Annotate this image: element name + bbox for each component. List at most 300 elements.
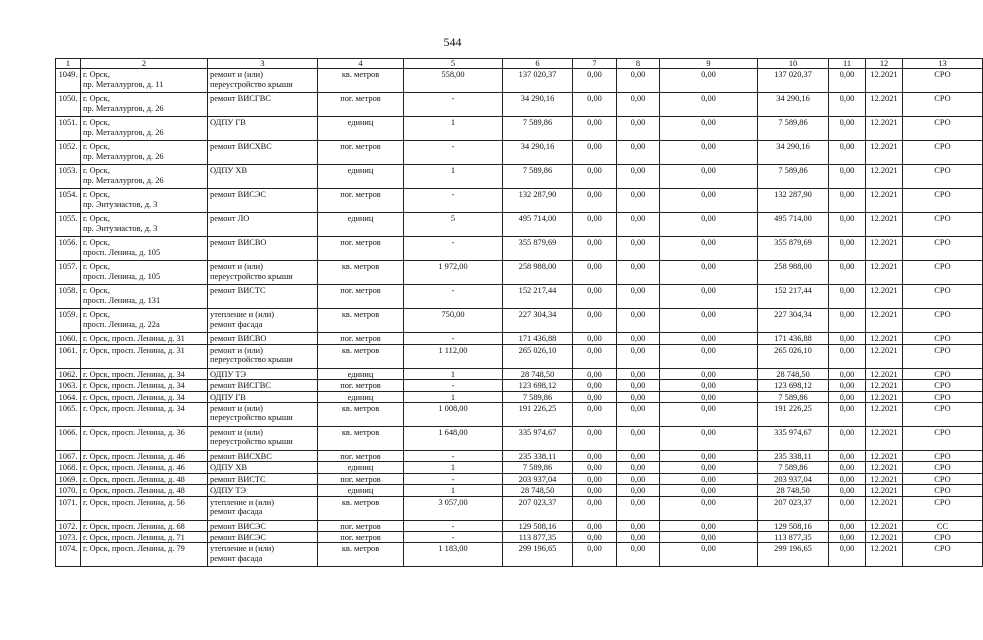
cost-cell: 0,00 <box>573 93 617 117</box>
cost-cell: 207 023,37 <box>758 496 829 520</box>
cost-cell: 7 589,86 <box>758 117 829 141</box>
address-cell: г. Орск, просп. Ленина, д. 34 <box>81 391 208 402</box>
cost-cell: 0,00 <box>829 462 866 473</box>
cost-cell: 0,00 <box>829 141 866 165</box>
row-number: 1058. <box>56 285 81 309</box>
cost-cell: 0,00 <box>829 427 866 451</box>
cost-cell: 0,00 <box>829 117 866 141</box>
cost-cell: 0,00 <box>573 165 617 189</box>
table-row <box>56 93 983 117</box>
row-number: 1065. <box>56 403 81 427</box>
unit-cell: пог. метров <box>318 93 404 117</box>
cost-cell: 0,00 <box>829 403 866 427</box>
total-cost-cell: 355 879,69 <box>503 237 573 261</box>
cost-cell: 0,00 <box>660 309 758 333</box>
completion-date-cell: 12.2021 <box>866 520 903 531</box>
address-cell: г. Орск, просп. Ленина, д. 34 <box>81 380 208 391</box>
funding-source-cell: СРО <box>903 165 983 189</box>
cost-cell: 0,00 <box>617 496 660 520</box>
cost-cell: 28 748,50 <box>758 368 829 379</box>
row-number: 1073. <box>56 532 81 543</box>
cost-cell: 0,00 <box>617 520 660 531</box>
address-cell: г. Орск, просп. Ленина, д. 68 <box>81 520 208 531</box>
column-header: 13 <box>903 59 983 69</box>
table-row <box>56 462 983 473</box>
cost-cell: 0,00 <box>573 427 617 451</box>
cost-cell: 0,00 <box>573 532 617 543</box>
cost-cell: 0,00 <box>829 485 866 496</box>
funding-source-cell: СРО <box>903 380 983 391</box>
funding-source-cell: СРО <box>903 496 983 520</box>
table-row <box>56 473 983 484</box>
cost-cell: 0,00 <box>660 462 758 473</box>
completion-date-cell: 12.2021 <box>866 368 903 379</box>
cost-cell: 0,00 <box>829 213 866 237</box>
total-cost-cell: 152 217,44 <box>503 285 573 309</box>
quantity-cell: 5 <box>404 213 503 237</box>
cost-cell: 0,00 <box>660 532 758 543</box>
total-cost-cell: 258 988,00 <box>503 261 573 285</box>
cost-cell: 495 714,00 <box>758 213 829 237</box>
address-cell: г. Орск, просп. Ленина, д. 34 <box>81 403 208 427</box>
column-header: 11 <box>829 59 866 69</box>
unit-cell: пог. метров <box>318 380 404 391</box>
cost-cell: 355 879,69 <box>758 237 829 261</box>
funding-source-cell: СРО <box>903 543 983 567</box>
completion-date-cell: 12.2021 <box>866 496 903 520</box>
cost-cell: 0,00 <box>660 165 758 189</box>
table-row <box>56 213 983 237</box>
column-header: 3 <box>208 59 318 69</box>
total-cost-cell: 235 338,11 <box>503 451 573 462</box>
row-number: 1066. <box>56 427 81 451</box>
total-cost-cell: 191 226,25 <box>503 403 573 427</box>
address-cell: г. Орск, пр. Металлургов, д. 26 <box>81 117 208 141</box>
cost-cell: 0,00 <box>829 285 866 309</box>
cost-cell: 0,00 <box>617 261 660 285</box>
completion-date-cell: 12.2021 <box>866 473 903 484</box>
cost-cell: 0,00 <box>829 69 866 93</box>
row-number: 1052. <box>56 141 81 165</box>
cost-cell: 258 988,00 <box>758 261 829 285</box>
completion-date-cell: 12.2021 <box>866 285 903 309</box>
row-number: 1060. <box>56 333 81 344</box>
row-number: 1074. <box>56 543 81 567</box>
unit-cell: единиц <box>318 117 404 141</box>
cost-cell: 0,00 <box>660 117 758 141</box>
cost-cell: 0,00 <box>829 496 866 520</box>
cost-cell: 0,00 <box>573 451 617 462</box>
table-row <box>56 391 983 402</box>
row-number: 1051. <box>56 117 81 141</box>
quantity-cell: 558,00 <box>404 69 503 93</box>
total-cost-cell: 34 290,16 <box>503 141 573 165</box>
address-cell: г. Орск, просп. Ленина, д. 48 <box>81 473 208 484</box>
address-cell: г. Орск, пр. Металлургов, д. 26 <box>81 93 208 117</box>
completion-date-cell: 12.2021 <box>866 403 903 427</box>
funding-source-cell: СРО <box>903 333 983 344</box>
cost-cell: 0,00 <box>617 285 660 309</box>
work-type-cell: ОДПУ ХВ <box>208 462 318 473</box>
table-row <box>56 451 983 462</box>
cost-cell: 0,00 <box>617 344 660 368</box>
row-number: 1053. <box>56 165 81 189</box>
funding-source-cell: СРО <box>903 451 983 462</box>
quantity-cell: 1 972,00 <box>404 261 503 285</box>
total-cost-cell: 28 748,50 <box>503 485 573 496</box>
work-type-cell: ремонт и (или) переустройство крыши <box>208 344 318 368</box>
address-cell: г. Орск, пр. Энтузиастов, д. 3 <box>81 189 208 213</box>
completion-date-cell: 12.2021 <box>866 309 903 333</box>
cost-cell: 0,00 <box>617 391 660 402</box>
total-cost-cell: 7 589,86 <box>503 462 573 473</box>
cost-cell: 0,00 <box>617 141 660 165</box>
cost-cell: 0,00 <box>573 69 617 93</box>
work-type-cell: ремонт ВИСВО <box>208 333 318 344</box>
row-number: 1055. <box>56 213 81 237</box>
address-cell: г. Орск, просп. Ленина, д. 79 <box>81 543 208 567</box>
table-row <box>56 520 983 531</box>
cost-cell: 0,00 <box>660 213 758 237</box>
cost-cell: 0,00 <box>617 451 660 462</box>
table-row <box>56 117 983 141</box>
quantity-cell: - <box>404 520 503 531</box>
unit-cell: кв. метров <box>318 403 404 427</box>
quantity-cell: 1 <box>404 485 503 496</box>
unit-cell: кв. метров <box>318 309 404 333</box>
total-cost-cell: 34 290,16 <box>503 93 573 117</box>
cost-cell: 0,00 <box>573 391 617 402</box>
funding-source-cell: СРО <box>903 117 983 141</box>
funding-source-cell: СРО <box>903 309 983 333</box>
work-type-cell: утепление и (или) ремонт фасада <box>208 309 318 333</box>
cost-cell: 0,00 <box>617 333 660 344</box>
funding-source-cell: СРО <box>903 93 983 117</box>
cost-cell: 0,00 <box>660 391 758 402</box>
cost-cell: 0,00 <box>829 165 866 189</box>
row-number: 1049. <box>56 69 81 93</box>
total-cost-cell: 265 026,10 <box>503 344 573 368</box>
cost-cell: 0,00 <box>660 285 758 309</box>
quantity-cell: 3 057,00 <box>404 496 503 520</box>
address-cell: г. Орск, просп. Ленина, д. 46 <box>81 462 208 473</box>
quantity-cell: 1 648,00 <box>404 427 503 451</box>
row-number: 1050. <box>56 93 81 117</box>
column-header: 2 <box>81 59 208 69</box>
cost-cell: 0,00 <box>660 189 758 213</box>
funding-source-cell: СРО <box>903 141 983 165</box>
work-type-cell: ремонт ВИСЭС <box>208 189 318 213</box>
table-row <box>56 427 983 451</box>
quantity-cell: 1 183,00 <box>404 543 503 567</box>
quantity-cell: - <box>404 189 503 213</box>
work-type-cell: ремонт ВИСГВС <box>208 380 318 391</box>
quantity-cell: - <box>404 93 503 117</box>
cost-cell: 0,00 <box>617 93 660 117</box>
table-row <box>56 403 983 427</box>
unit-cell: единиц <box>318 368 404 379</box>
table-row <box>56 237 983 261</box>
work-type-cell: ремонт ВИСХВС <box>208 451 318 462</box>
table-body <box>56 59 983 567</box>
row-number: 1059. <box>56 309 81 333</box>
cost-cell: 0,00 <box>829 473 866 484</box>
funding-source-cell: СРО <box>903 69 983 93</box>
cost-cell: 7 589,86 <box>758 462 829 473</box>
work-type-cell: ремонт ВИСВО <box>208 237 318 261</box>
unit-cell: единиц <box>318 462 404 473</box>
work-type-cell: ремонт и (или) переустройство крыши <box>208 69 318 93</box>
cost-cell: 171 436,88 <box>758 333 829 344</box>
funding-source-cell: СРО <box>903 368 983 379</box>
row-number: 1056. <box>56 237 81 261</box>
cost-cell: 0,00 <box>617 189 660 213</box>
quantity-cell: - <box>404 451 503 462</box>
funding-source-cell: СРО <box>903 285 983 309</box>
table-row <box>56 344 983 368</box>
row-number: 1072. <box>56 520 81 531</box>
cost-cell: 0,00 <box>617 485 660 496</box>
total-cost-cell: 207 023,37 <box>503 496 573 520</box>
table-row <box>56 485 983 496</box>
total-cost-cell: 113 877,35 <box>503 532 573 543</box>
address-cell: г. Орск, просп. Ленина, д. 71 <box>81 532 208 543</box>
cost-cell: 0,00 <box>829 391 866 402</box>
unit-cell: кв. метров <box>318 344 404 368</box>
work-type-cell: ремонт ЛО <box>208 213 318 237</box>
funding-source-cell: СС <box>903 520 983 531</box>
row-number: 1069. <box>56 473 81 484</box>
cost-cell: 0,00 <box>573 189 617 213</box>
completion-date-cell: 12.2021 <box>866 141 903 165</box>
funding-source-cell: СРО <box>903 261 983 285</box>
address-cell: г. Орск, пр. Металлургов, д. 11 <box>81 69 208 93</box>
cost-cell: 0,00 <box>660 496 758 520</box>
work-type-cell: ремонт ВИСТС <box>208 473 318 484</box>
funding-source-cell: СРО <box>903 532 983 543</box>
cost-cell: 0,00 <box>573 543 617 567</box>
cost-cell: 0,00 <box>660 69 758 93</box>
row-number: 1070. <box>56 485 81 496</box>
page-number: 544 <box>443 35 462 49</box>
completion-date-cell: 12.2021 <box>866 543 903 567</box>
completion-date-cell: 12.2021 <box>866 261 903 285</box>
address-cell: г. Орск, пр. Металлургов, д. 26 <box>81 141 208 165</box>
funding-source-cell: СРО <box>903 189 983 213</box>
table-row <box>56 165 983 189</box>
quantity-cell: - <box>404 285 503 309</box>
cost-cell: 0,00 <box>617 213 660 237</box>
work-type-cell: ОДПУ ТЭ <box>208 368 318 379</box>
work-type-cell: ОДПУ ТЭ <box>208 485 318 496</box>
cost-cell: 0,00 <box>573 285 617 309</box>
cost-cell: 0,00 <box>617 462 660 473</box>
completion-date-cell: 12.2021 <box>866 189 903 213</box>
unit-cell: пог. метров <box>318 451 404 462</box>
unit-cell: пог. метров <box>318 237 404 261</box>
row-number: 1061. <box>56 344 81 368</box>
cost-cell: 0,00 <box>573 485 617 496</box>
cost-cell: 0,00 <box>829 368 866 379</box>
cost-cell: 137 020,37 <box>758 69 829 93</box>
cost-cell: 235 338,11 <box>758 451 829 462</box>
total-cost-cell: 203 937,04 <box>503 473 573 484</box>
funding-source-cell: СРО <box>903 462 983 473</box>
cost-cell: 0,00 <box>660 543 758 567</box>
column-header: 9 <box>660 59 758 69</box>
cost-cell: 34 290,16 <box>758 93 829 117</box>
work-type-cell: ремонт ВИСГВС <box>208 93 318 117</box>
total-cost-cell: 335 974,67 <box>503 427 573 451</box>
row-number: 1054. <box>56 189 81 213</box>
cost-cell: 0,00 <box>660 344 758 368</box>
funding-source-cell: СРО <box>903 237 983 261</box>
table-row <box>56 141 983 165</box>
work-type-cell: ремонт ВИСЭС <box>208 532 318 543</box>
cost-cell: 0,00 <box>660 237 758 261</box>
cost-cell: 0,00 <box>660 93 758 117</box>
address-cell: г. Орск, просп. Ленина, д. 105 <box>81 261 208 285</box>
work-type-cell: ОДПУ ХВ <box>208 165 318 189</box>
total-cost-cell: 28 748,50 <box>503 368 573 379</box>
cost-cell: 132 287,90 <box>758 189 829 213</box>
total-cost-cell: 132 287,90 <box>503 189 573 213</box>
cost-cell: 0,00 <box>617 165 660 189</box>
cost-cell: 0,00 <box>617 309 660 333</box>
cost-cell: 299 196,65 <box>758 543 829 567</box>
address-cell: г. Орск, просп. Ленина, д. 48 <box>81 485 208 496</box>
column-header-row <box>56 59 983 69</box>
cost-cell: 335 974,67 <box>758 427 829 451</box>
cost-cell: 203 937,04 <box>758 473 829 484</box>
work-type-cell: утепление и (или) ремонт фасада <box>208 543 318 567</box>
row-number: 1068. <box>56 462 81 473</box>
cost-cell: 113 877,35 <box>758 532 829 543</box>
cost-cell: 0,00 <box>617 473 660 484</box>
cost-cell: 0,00 <box>660 368 758 379</box>
work-type-cell: ремонт и (или) переустройство крыши <box>208 403 318 427</box>
cost-cell: 0,00 <box>829 333 866 344</box>
cost-cell: 0,00 <box>573 141 617 165</box>
unit-cell: кв. метров <box>318 543 404 567</box>
funding-source-cell: СРО <box>903 427 983 451</box>
cost-cell: 0,00 <box>573 117 617 141</box>
unit-cell: пог. метров <box>318 285 404 309</box>
cost-cell: 0,00 <box>573 380 617 391</box>
address-cell: г. Орск, просп. Ленина, д. 31 <box>81 333 208 344</box>
cost-cell: 0,00 <box>617 532 660 543</box>
unit-cell: пог. метров <box>318 520 404 531</box>
cost-cell: 0,00 <box>660 473 758 484</box>
column-header: 8 <box>617 59 660 69</box>
quantity-cell: 1 112,00 <box>404 344 503 368</box>
address-cell: г. Орск, просп. Ленина, д. 34 <box>81 368 208 379</box>
cost-cell: 0,00 <box>617 380 660 391</box>
work-type-cell: ОДПУ ГВ <box>208 117 318 141</box>
unit-cell: пог. метров <box>318 532 404 543</box>
unit-cell: кв. метров <box>318 427 404 451</box>
table-row <box>56 333 983 344</box>
table-row <box>56 261 983 285</box>
cost-cell: 129 508,16 <box>758 520 829 531</box>
completion-date-cell: 12.2021 <box>866 117 903 141</box>
cost-cell: 0,00 <box>573 309 617 333</box>
work-type-cell: утепление и (или) ремонт фасада <box>208 496 318 520</box>
cost-cell: 0,00 <box>829 520 866 531</box>
work-type-cell: ремонт ВИСТС <box>208 285 318 309</box>
cost-cell: 0,00 <box>573 520 617 531</box>
completion-date-cell: 12.2021 <box>866 532 903 543</box>
funding-source-cell: СРО <box>903 344 983 368</box>
repair-register-table <box>55 58 983 567</box>
unit-cell: кв. метров <box>318 69 404 93</box>
column-header: 6 <box>503 59 573 69</box>
completion-date-cell: 12.2021 <box>866 485 903 496</box>
funding-source-cell: СРО <box>903 403 983 427</box>
unit-cell: пог. метров <box>318 141 404 165</box>
cost-cell: 0,00 <box>617 368 660 379</box>
quantity-cell: 1 <box>404 462 503 473</box>
unit-cell: кв. метров <box>318 261 404 285</box>
cost-cell: 0,00 <box>573 403 617 427</box>
completion-date-cell: 12.2021 <box>866 462 903 473</box>
completion-date-cell: 12.2021 <box>866 380 903 391</box>
cost-cell: 0,00 <box>573 237 617 261</box>
cost-cell: 191 226,25 <box>758 403 829 427</box>
quantity-cell: - <box>404 473 503 484</box>
completion-date-cell: 12.2021 <box>866 69 903 93</box>
cost-cell: 0,00 <box>617 427 660 451</box>
table-row <box>56 368 983 379</box>
funding-source-cell: СРО <box>903 391 983 402</box>
cost-cell: 0,00 <box>617 69 660 93</box>
unit-cell: пог. метров <box>318 473 404 484</box>
address-cell: г. Орск, просп. Ленина, д. 36 <box>81 427 208 451</box>
unit-cell: единиц <box>318 165 404 189</box>
total-cost-cell: 171 436,88 <box>503 333 573 344</box>
cost-cell: 0,00 <box>660 261 758 285</box>
total-cost-cell: 129 508,16 <box>503 520 573 531</box>
column-header: 10 <box>758 59 829 69</box>
row-number: 1057. <box>56 261 81 285</box>
address-cell: г. Орск, просп. Ленина, д. 46 <box>81 451 208 462</box>
address-cell: г. Орск, просп. Ленина, д. 31 <box>81 344 208 368</box>
table-row <box>56 532 983 543</box>
completion-date-cell: 12.2021 <box>866 333 903 344</box>
cost-cell: 227 304,34 <box>758 309 829 333</box>
column-header: 1 <box>56 59 81 69</box>
unit-cell: единиц <box>318 213 404 237</box>
completion-date-cell: 12.2021 <box>866 165 903 189</box>
quantity-cell: 1 <box>404 165 503 189</box>
cost-cell: 0,00 <box>660 520 758 531</box>
cost-cell: 0,00 <box>617 543 660 567</box>
cost-cell: 0,00 <box>829 309 866 333</box>
cost-cell: 0,00 <box>660 427 758 451</box>
unit-cell: пог. метров <box>318 189 404 213</box>
cost-cell: 0,00 <box>829 380 866 391</box>
address-cell: г. Орск, пр. Металлургов, д. 26 <box>81 165 208 189</box>
cost-cell: 0,00 <box>829 189 866 213</box>
row-number: 1067. <box>56 451 81 462</box>
cost-cell: 0,00 <box>660 333 758 344</box>
row-number: 1071. <box>56 496 81 520</box>
cost-cell: 0,00 <box>573 496 617 520</box>
quantity-cell: 750,00 <box>404 309 503 333</box>
cost-cell: 0,00 <box>829 543 866 567</box>
row-number: 1064. <box>56 391 81 402</box>
quantity-cell: 1 <box>404 368 503 379</box>
